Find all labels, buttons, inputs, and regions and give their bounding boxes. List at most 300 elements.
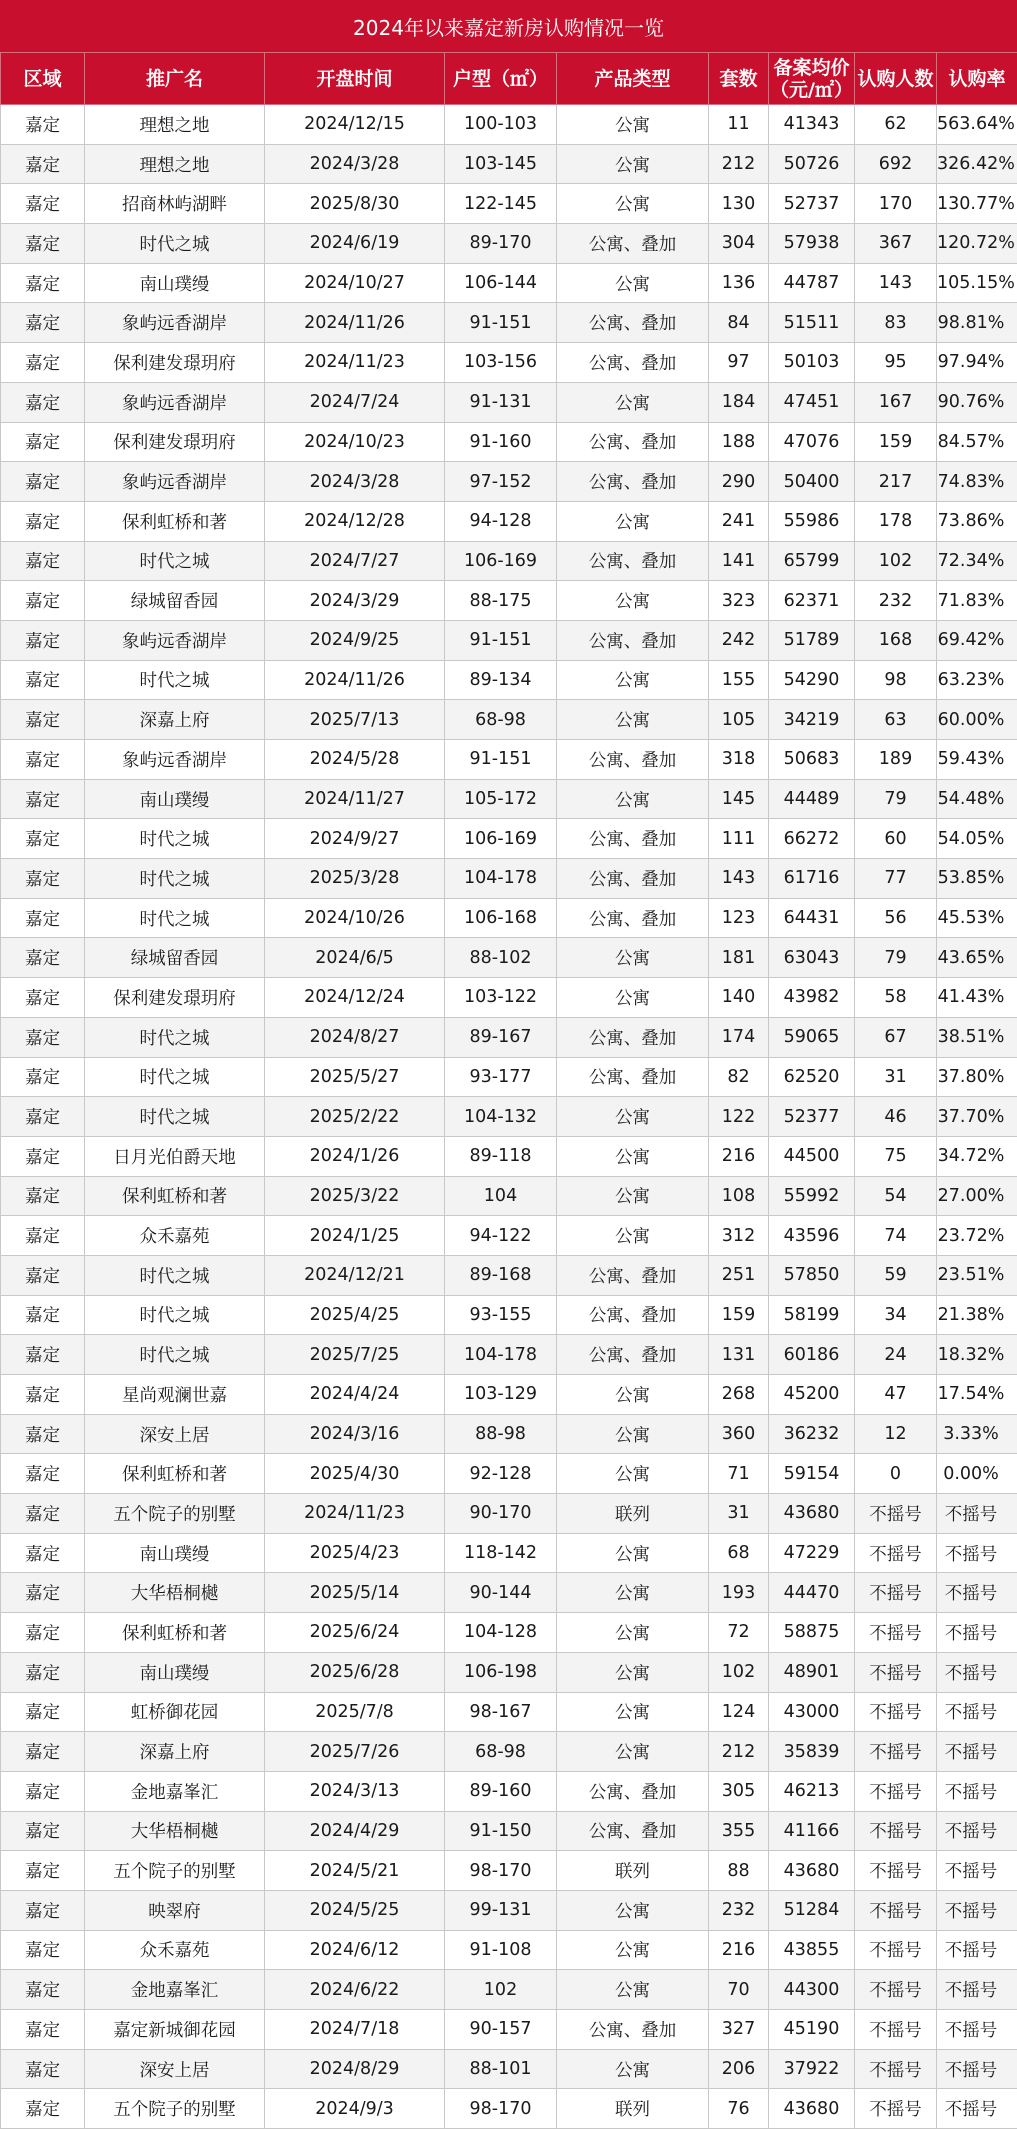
cell-unit-count: 68 [709, 1533, 769, 1573]
cell-unit-size: 91-131 [445, 382, 557, 422]
cell-subscribers: 217 [855, 462, 937, 502]
cell-open-date: 2024/3/28 [265, 144, 445, 184]
header-row [1, 53, 1017, 105]
cell-subscription-rate: 3.33% [937, 1414, 1017, 1454]
cell-product-type: 公寓 [557, 501, 709, 541]
cell-unit-count: 174 [709, 1017, 769, 1057]
cell-unit-count: 216 [709, 1930, 769, 1970]
cell-subscription-rate: 34.72% [937, 1136, 1017, 1176]
cell-subscribers: 692 [855, 144, 937, 184]
cell-subscription-rate: 84.57% [937, 422, 1017, 462]
cell-project-name: 金地嘉峯汇 [85, 1970, 265, 2010]
cell-region: 嘉定 [1, 1017, 85, 1057]
cell-product-type: 公寓 [557, 1692, 709, 1732]
cell-unit-size: 93-155 [445, 1295, 557, 1335]
cell-open-date: 2024/6/22 [265, 1970, 445, 2010]
cell-open-date: 2024/3/13 [265, 1771, 445, 1811]
cell-region: 嘉定 [1, 1613, 85, 1653]
cell-subscription-rate: 59.43% [937, 740, 1017, 780]
cell-product-type: 公寓 [557, 1454, 709, 1494]
table-row [1, 1375, 1017, 1415]
cell-subscribers: 79 [855, 779, 937, 819]
cell-unit-count: 124 [709, 1692, 769, 1732]
cell-subscribers: 不摇号 [855, 1930, 937, 1970]
cell-avg-price: 44500 [769, 1136, 855, 1176]
cell-subscription-rate: 72.34% [937, 541, 1017, 581]
cell-region: 嘉定 [1, 144, 85, 184]
cell-unit-count: 111 [709, 819, 769, 859]
cell-open-date: 2024/6/19 [265, 224, 445, 264]
cell-subscribers: 102 [855, 541, 937, 581]
table-row [1, 1692, 1017, 1732]
cell-avg-price: 43680 [769, 1851, 855, 1891]
cell-unit-count: 97 [709, 343, 769, 383]
cell-unit-size: 118-142 [445, 1533, 557, 1573]
cell-subscription-rate: 不摇号 [937, 1692, 1017, 1732]
cell-product-type: 公寓 [557, 1930, 709, 1970]
cell-project-name: 时代之城 [85, 660, 265, 700]
cell-unit-count: 188 [709, 422, 769, 462]
cell-subscribers: 75 [855, 1136, 937, 1176]
cell-product-type: 公寓、叠加 [557, 1295, 709, 1335]
cell-project-name: 象屿远香湖岸 [85, 620, 265, 660]
cell-product-type: 联列 [557, 1851, 709, 1891]
cell-open-date: 2024/5/21 [265, 1851, 445, 1891]
cell-subscription-rate: 130.77% [937, 184, 1017, 224]
table-row [1, 1454, 1017, 1494]
cell-unit-count: 71 [709, 1454, 769, 1494]
cell-unit-size: 122-145 [445, 184, 557, 224]
cell-avg-price: 65799 [769, 541, 855, 581]
cell-project-name: 保利建发璟玥府 [85, 422, 265, 462]
cell-subscribers: 167 [855, 382, 937, 422]
cell-region: 嘉定 [1, 859, 85, 899]
cell-avg-price: 58875 [769, 1613, 855, 1653]
cell-product-type: 公寓、叠加 [557, 1771, 709, 1811]
cell-subscription-rate: 98.81% [937, 303, 1017, 343]
table-row [1, 1732, 1017, 1772]
cell-product-type: 公寓、叠加 [557, 620, 709, 660]
cell-avg-price: 41166 [769, 1811, 855, 1851]
cell-subscribers: 12 [855, 1414, 937, 1454]
cell-avg-price: 43000 [769, 1692, 855, 1732]
cell-avg-price: 35839 [769, 1732, 855, 1772]
cell-subscribers: 67 [855, 1017, 937, 1057]
cell-avg-price: 66272 [769, 819, 855, 859]
cell-subscribers: 31 [855, 1057, 937, 1097]
table-row [1, 1057, 1017, 1097]
cell-subscribers: 143 [855, 263, 937, 303]
cell-unit-count: 145 [709, 779, 769, 819]
cell-avg-price: 44470 [769, 1573, 855, 1613]
cell-region: 嘉定 [1, 303, 85, 343]
cell-product-type: 公寓 [557, 1176, 709, 1216]
cell-region: 嘉定 [1, 1771, 85, 1811]
cell-project-name: 金地嘉峯汇 [85, 1771, 265, 1811]
cell-subscribers: 60 [855, 819, 937, 859]
table-row [1, 898, 1017, 938]
cell-unit-size: 103-145 [445, 144, 557, 184]
cell-subscription-rate: 不摇号 [937, 2010, 1017, 2050]
cell-subscription-rate: 不摇号 [937, 1494, 1017, 1534]
cell-unit-size: 93-177 [445, 1057, 557, 1097]
cell-region: 嘉定 [1, 898, 85, 938]
cell-subscription-rate: 不摇号 [937, 1573, 1017, 1613]
cell-unit-size: 91-151 [445, 620, 557, 660]
cell-subscription-rate: 97.94% [937, 343, 1017, 383]
table-row [1, 740, 1017, 780]
cell-unit-size: 88-101 [445, 2049, 557, 2089]
cell-avg-price: 52377 [769, 1097, 855, 1137]
cell-subscribers: 79 [855, 938, 937, 978]
cell-project-name: 南山璞缦 [85, 263, 265, 303]
cell-unit-count: 143 [709, 859, 769, 899]
cell-unit-count: 305 [709, 1771, 769, 1811]
table-row [1, 1494, 1017, 1534]
cell-unit-size: 89-167 [445, 1017, 557, 1057]
cell-product-type: 公寓 [557, 1970, 709, 2010]
cell-project-name: 虹桥御花园 [85, 1692, 265, 1732]
cell-product-type: 公寓 [557, 1216, 709, 1256]
table-row [1, 224, 1017, 264]
cell-unit-size: 91-151 [445, 740, 557, 780]
cell-region: 嘉定 [1, 1057, 85, 1097]
cell-product-type: 公寓、叠加 [557, 224, 709, 264]
cell-open-date: 2024/11/27 [265, 779, 445, 819]
cell-unit-count: 232 [709, 1890, 769, 1930]
cell-project-name: 日月光伯爵天地 [85, 1136, 265, 1176]
cell-open-date: 2025/3/22 [265, 1176, 445, 1216]
cell-product-type: 公寓 [557, 581, 709, 621]
cell-product-type: 公寓 [557, 700, 709, 740]
cell-region: 嘉定 [1, 938, 85, 978]
cell-subscription-rate: 105.15% [937, 263, 1017, 303]
column-header-avg-price: 备案均价 （元/㎡） [769, 53, 855, 105]
cell-subscribers: 170 [855, 184, 937, 224]
cell-project-name: 众禾嘉苑 [85, 1930, 265, 1970]
table-row [1, 620, 1017, 660]
cell-product-type: 公寓、叠加 [557, 2010, 709, 2050]
cell-project-name: 象屿远香湖岸 [85, 382, 265, 422]
cell-unit-count: 355 [709, 1811, 769, 1851]
cell-open-date: 2024/4/29 [265, 1811, 445, 1851]
cell-unit-count: 84 [709, 303, 769, 343]
cell-unit-count: 141 [709, 541, 769, 581]
cell-project-name: 嘉定新城御花园 [85, 2010, 265, 2050]
table-row [1, 541, 1017, 581]
cell-region: 嘉定 [1, 700, 85, 740]
cell-subscription-rate: 不摇号 [937, 2049, 1017, 2089]
cell-product-type: 公寓 [557, 1414, 709, 1454]
cell-unit-size: 104-128 [445, 1613, 557, 1653]
cell-subscription-rate: 0.00% [937, 1454, 1017, 1494]
cell-product-type: 公寓 [557, 1613, 709, 1653]
cell-unit-count: 184 [709, 382, 769, 422]
cell-region: 嘉定 [1, 2010, 85, 2050]
cell-unit-size: 94-122 [445, 1216, 557, 1256]
cell-avg-price: 46213 [769, 1771, 855, 1811]
cell-unit-size: 106-169 [445, 819, 557, 859]
cell-avg-price: 50400 [769, 462, 855, 502]
cell-open-date: 2025/5/14 [265, 1573, 445, 1613]
cell-region: 嘉定 [1, 1255, 85, 1295]
table-row [1, 1533, 1017, 1573]
cell-product-type: 公寓 [557, 1097, 709, 1137]
cell-project-name: 时代之城 [85, 1097, 265, 1137]
cell-avg-price: 50726 [769, 144, 855, 184]
cell-unit-count: 82 [709, 1057, 769, 1097]
cell-avg-price: 51789 [769, 620, 855, 660]
cell-open-date: 2025/4/23 [265, 1533, 445, 1573]
cell-subscription-rate: 45.53% [937, 898, 1017, 938]
cell-unit-size: 104 [445, 1176, 557, 1216]
cell-subscription-rate: 54.48% [937, 779, 1017, 819]
cell-region: 嘉定 [1, 501, 85, 541]
cell-subscription-rate: 43.65% [937, 938, 1017, 978]
cell-project-name: 深安上居 [85, 1414, 265, 1454]
cell-subscription-rate: 60.00% [937, 700, 1017, 740]
cell-subscribers: 不摇号 [855, 1533, 937, 1573]
cell-region: 嘉定 [1, 779, 85, 819]
cell-region: 嘉定 [1, 1652, 85, 1692]
table-row [1, 2010, 1017, 2050]
cell-subscription-rate: 71.83% [937, 581, 1017, 621]
cell-unit-count: 251 [709, 1255, 769, 1295]
cell-unit-size: 88-175 [445, 581, 557, 621]
cell-subscribers: 59 [855, 1255, 937, 1295]
cell-avg-price: 60186 [769, 1335, 855, 1375]
cell-avg-price: 45190 [769, 2010, 855, 2050]
cell-project-name: 深嘉上府 [85, 1732, 265, 1772]
cell-product-type: 公寓、叠加 [557, 1017, 709, 1057]
cell-subscription-rate: 不摇号 [937, 1851, 1017, 1891]
cell-project-name: 保利虹桥和著 [85, 1454, 265, 1494]
cell-subscription-rate: 326.42% [937, 144, 1017, 184]
cell-region: 嘉定 [1, 224, 85, 264]
cell-product-type: 公寓 [557, 1375, 709, 1415]
cell-project-name: 象屿远香湖岸 [85, 303, 265, 343]
cell-avg-price: 44489 [769, 779, 855, 819]
cell-subscribers: 不摇号 [855, 2089, 937, 2129]
cell-unit-count: 304 [709, 224, 769, 264]
cell-unit-size: 92-128 [445, 1454, 557, 1494]
cell-subscription-rate: 74.83% [937, 462, 1017, 502]
cell-subscribers: 不摇号 [855, 2010, 937, 2050]
cell-subscription-rate: 17.54% [937, 1375, 1017, 1415]
cell-unit-count: 360 [709, 1414, 769, 1454]
cell-subscribers: 56 [855, 898, 937, 938]
cell-project-name: 南山璞缦 [85, 1533, 265, 1573]
cell-open-date: 2024/8/29 [265, 2049, 445, 2089]
cell-open-date: 2025/7/25 [265, 1335, 445, 1375]
cell-product-type: 公寓 [557, 1890, 709, 1930]
table-title: 2024年以来嘉定新房认购情况一览 [0, 0, 1017, 53]
cell-unit-count: 123 [709, 898, 769, 938]
cell-unit-size: 89-170 [445, 224, 557, 264]
table-row [1, 343, 1017, 383]
cell-region: 嘉定 [1, 1414, 85, 1454]
table-row [1, 1414, 1017, 1454]
cell-unit-size: 106-168 [445, 898, 557, 938]
cell-avg-price: 36232 [769, 1414, 855, 1454]
cell-open-date: 2024/11/23 [265, 1494, 445, 1534]
cell-avg-price: 47229 [769, 1533, 855, 1573]
cell-subscribers: 367 [855, 224, 937, 264]
cell-subscribers: 46 [855, 1097, 937, 1137]
cell-unit-size: 97-152 [445, 462, 557, 502]
cell-region: 嘉定 [1, 1097, 85, 1137]
cell-unit-count: 212 [709, 144, 769, 184]
cell-unit-count: 159 [709, 1295, 769, 1335]
column-header-subscription-rate: 认购率 [937, 53, 1017, 105]
cell-open-date: 2024/1/26 [265, 1136, 445, 1176]
cell-project-name: 保利虹桥和著 [85, 1176, 265, 1216]
cell-region: 嘉定 [1, 105, 85, 145]
cell-product-type: 公寓、叠加 [557, 1255, 709, 1295]
table-row [1, 1771, 1017, 1811]
cell-open-date: 2024/6/5 [265, 938, 445, 978]
cell-unit-size: 89-134 [445, 660, 557, 700]
cell-region: 嘉定 [1, 620, 85, 660]
cell-subscription-rate: 不摇号 [937, 1732, 1017, 1772]
cell-open-date: 2024/3/16 [265, 1414, 445, 1454]
cell-open-date: 2024/10/27 [265, 263, 445, 303]
cell-unit-count: 155 [709, 660, 769, 700]
cell-unit-size: 91-108 [445, 1930, 557, 1970]
cell-project-name: 映翠府 [85, 1890, 265, 1930]
cell-open-date: 2025/6/28 [265, 1652, 445, 1692]
cell-unit-size: 105-172 [445, 779, 557, 819]
cell-open-date: 2025/7/8 [265, 1692, 445, 1732]
cell-project-name: 五个院子的别墅 [85, 1851, 265, 1891]
cell-unit-count: 312 [709, 1216, 769, 1256]
cell-unit-count: 136 [709, 263, 769, 303]
cell-open-date: 2024/5/25 [265, 1890, 445, 1930]
cell-avg-price: 57938 [769, 224, 855, 264]
cell-unit-size: 89-168 [445, 1255, 557, 1295]
cell-unit-count: 327 [709, 2010, 769, 2050]
cell-product-type: 公寓 [557, 382, 709, 422]
cell-subscribers: 不摇号 [855, 1692, 937, 1732]
cell-subscribers: 77 [855, 859, 937, 899]
table-row [1, 1097, 1017, 1137]
table-row [1, 184, 1017, 224]
cell-subscribers: 24 [855, 1335, 937, 1375]
cell-avg-price: 55986 [769, 501, 855, 541]
cell-subscription-rate: 27.00% [937, 1176, 1017, 1216]
cell-product-type: 公寓、叠加 [557, 1335, 709, 1375]
cell-unit-size: 89-160 [445, 1771, 557, 1811]
cell-product-type: 公寓 [557, 105, 709, 145]
cell-product-type: 联列 [557, 1494, 709, 1534]
cell-unit-size: 98-170 [445, 1851, 557, 1891]
cell-product-type: 公寓、叠加 [557, 422, 709, 462]
table-row [1, 263, 1017, 303]
cell-unit-count: 131 [709, 1335, 769, 1375]
cell-project-name: 保利虹桥和著 [85, 501, 265, 541]
cell-subscribers: 47 [855, 1375, 937, 1415]
cell-subscription-rate: 69.42% [937, 620, 1017, 660]
cell-subscription-rate: 不摇号 [937, 1970, 1017, 2010]
cell-project-name: 大华梧桐樾 [85, 1573, 265, 1613]
cell-unit-count: 212 [709, 1732, 769, 1772]
cell-subscription-rate: 不摇号 [937, 1613, 1017, 1653]
table-row [1, 1851, 1017, 1891]
cell-subscription-rate: 不摇号 [937, 1652, 1017, 1692]
cell-open-date: 2024/11/26 [265, 660, 445, 700]
cell-open-date: 2024/12/24 [265, 978, 445, 1018]
cell-subscribers: 58 [855, 978, 937, 1018]
cell-open-date: 2025/4/25 [265, 1295, 445, 1335]
cell-open-date: 2024/10/26 [265, 898, 445, 938]
cell-open-date: 2024/8/27 [265, 1017, 445, 1057]
cell-avg-price: 55992 [769, 1176, 855, 1216]
cell-unit-size: 91-160 [445, 422, 557, 462]
cell-unit-count: 241 [709, 501, 769, 541]
cell-subscribers: 159 [855, 422, 937, 462]
cell-product-type: 公寓 [557, 938, 709, 978]
table-row [1, 1652, 1017, 1692]
cell-subscribers: 不摇号 [855, 1890, 937, 1930]
cell-subscribers: 54 [855, 1176, 937, 1216]
cell-avg-price: 54290 [769, 660, 855, 700]
cell-subscription-rate: 90.76% [937, 382, 1017, 422]
table-row [1, 819, 1017, 859]
cell-product-type: 公寓 [557, 1652, 709, 1692]
cell-product-type: 公寓 [557, 184, 709, 224]
cell-subscribers: 不摇号 [855, 1613, 937, 1653]
table-row [1, 1811, 1017, 1851]
table-row [1, 1890, 1017, 1930]
cell-open-date: 2024/7/27 [265, 541, 445, 581]
cell-avg-price: 43982 [769, 978, 855, 1018]
cell-region: 嘉定 [1, 263, 85, 303]
cell-region: 嘉定 [1, 1295, 85, 1335]
column-header-unit-size: 户型（㎡） [445, 53, 557, 105]
cell-unit-size: 90-170 [445, 1494, 557, 1534]
cell-subscribers: 不摇号 [855, 1771, 937, 1811]
cell-subscribers: 98 [855, 660, 937, 700]
cell-project-name: 众禾嘉苑 [85, 1216, 265, 1256]
cell-unit-count: 242 [709, 620, 769, 660]
cell-project-name: 星尚观澜世嘉 [85, 1375, 265, 1415]
cell-project-name: 时代之城 [85, 224, 265, 264]
cell-project-name: 保利建发璟玥府 [85, 978, 265, 1018]
column-header-region: 区域 [1, 53, 85, 105]
cell-product-type: 公寓 [557, 144, 709, 184]
cell-region: 嘉定 [1, 1811, 85, 1851]
cell-unit-size: 104-178 [445, 1335, 557, 1375]
table-row [1, 422, 1017, 462]
cell-subscription-rate: 54.05% [937, 819, 1017, 859]
cell-subscribers: 168 [855, 620, 937, 660]
cell-subscribers: 不摇号 [855, 1652, 937, 1692]
cell-open-date: 2025/5/27 [265, 1057, 445, 1097]
watermark-logo [930, 2070, 1017, 2120]
table-row [1, 144, 1017, 184]
cell-product-type: 公寓 [557, 660, 709, 700]
cell-subscribers: 63 [855, 700, 937, 740]
cell-project-name: 象屿远香湖岸 [85, 740, 265, 780]
cell-region: 嘉定 [1, 1494, 85, 1534]
cell-unit-size: 106-169 [445, 541, 557, 581]
cell-subscribers: 不摇号 [855, 1851, 937, 1891]
cell-open-date: 2024/11/23 [265, 343, 445, 383]
cell-subscribers: 95 [855, 343, 937, 383]
cell-region: 嘉定 [1, 1176, 85, 1216]
cell-unit-count: 206 [709, 2049, 769, 2089]
cell-region: 嘉定 [1, 422, 85, 462]
